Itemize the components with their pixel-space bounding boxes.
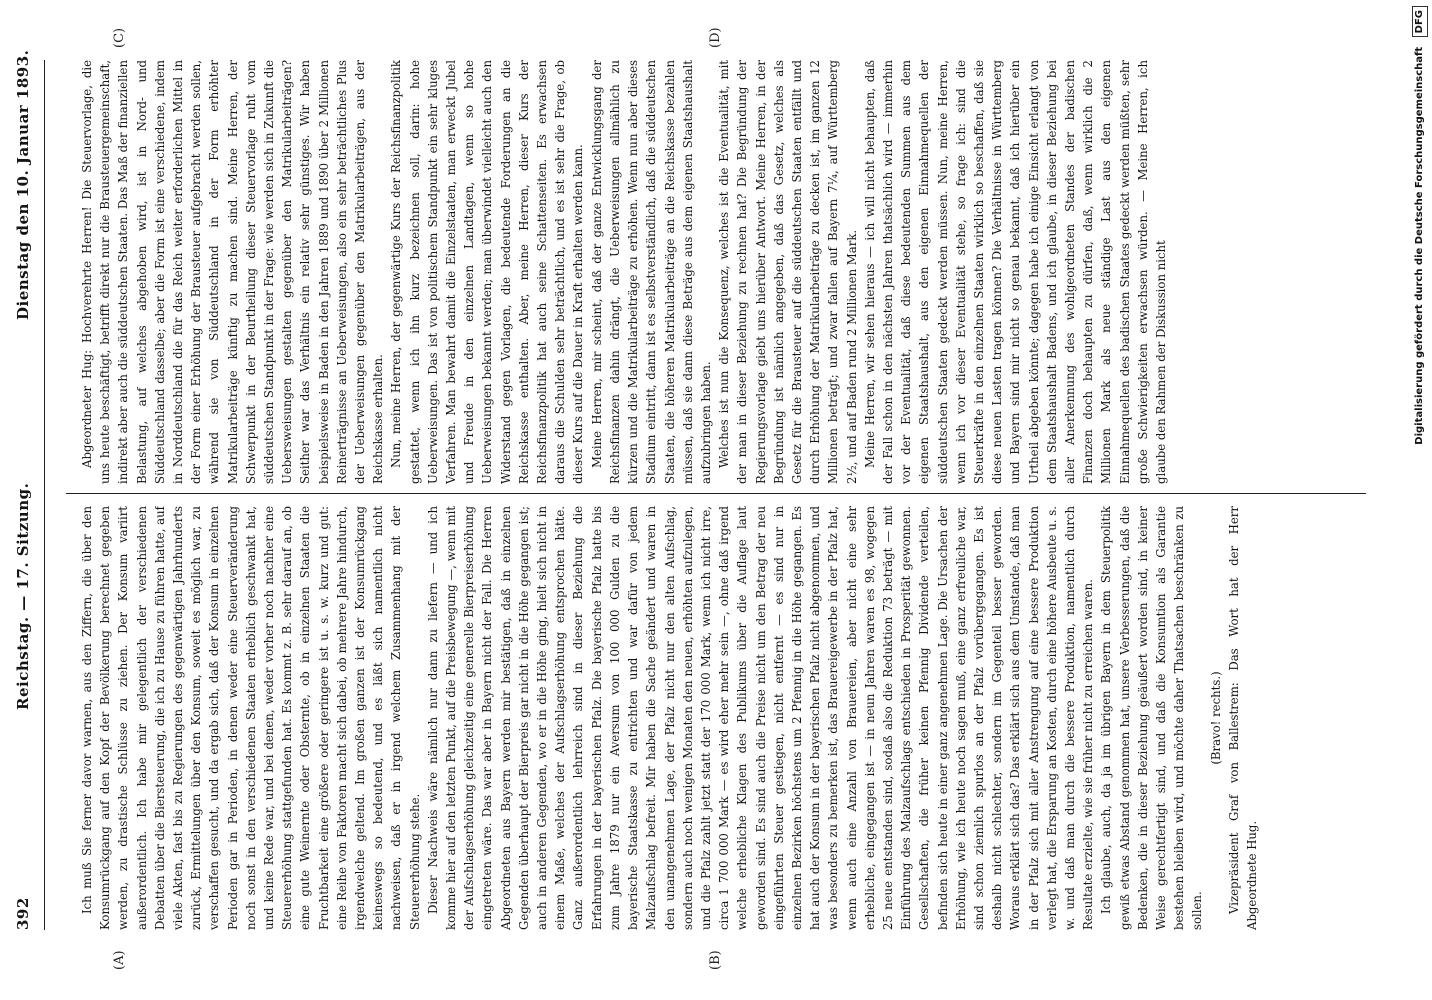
header-right: Dienstag den 10. Januar 1893. — [14, 49, 32, 320]
left-paragraph: Ich glaube, auch, da ja im übrigen Bayern in dem Steuerpolitik gewiß etwas Abstand genommen hat, unsere Verbesserungen, daß die Bedenken, die in dieser Beziehung geäußert worden sind, in keiner Weise gerechtfertigt sind, und daß die Konsumtion als Garantie bestehen bleiben wird, und möchte daher Thatsachen beschränken zu sollen. — [1099, 506, 1205, 930]
page-number: 392 — [14, 897, 32, 930]
dfg-logo: DFG — [1412, 6, 1428, 37]
left-paragraph: Dieser Nachweis wäre nämlich nur dann zu liefern — und ich komme hier auf den letzten Punkt, auf die Preisbewegung —, wenn mit der Aufschlagserhöhung gleichzeitig eine generelle Bierpreiserhöhung eingetreten wäre. Das war aber in Bayern nicht der Fall. Die Herren Abgeordneten aus Bayern werden mir bestätigen, daß in einzelnen Gegenden überhaupt der Bierpreis gar nicht in die Höhe gegangen ist; auch in anderen Gegenden, wo er in die Höhe ging, hielt sich nicht in einem Maße, welches der Aufschlagserhöhung entsprochen hätte. Ganz außerordentlich lehrreich sind in dieser Beziehung die Erfahrungen in der bayerischen Pfalz. Die bayerische Pfalz hatte bis zum Jahre 1879 nur ein Aversum von 100 000 Gulden zu die bayerische Staatskasse zu entrichten und war dafür von jedem Malzaufschlag befreit. Mir haben die Sache geändert und waren in den unangenehmen Lage, der Pfalz nicht nur den alten Aufschlag, sondern auch noch wenigen Monaten den neuen, erhöhten aufzulegen, und die Pfalz zahlt jetzt statt der 170 000 Mark, wenn ich nicht irre, circa 1 700 000 Mark — es wird eher mehr sein —, ohne daß irgend welche erhebliche Klagen des Publikums über die Auflage laut geworden sind. Es sind auch die Preise nicht um den Betrag der neu eingeführten Steuer gestiegen, nicht entfernt — es sind nur in einzelnen Bezirken höchstens um 2 Pfennig in die Höhe gegangen. Es hat auch der Konsum in der bayerischen Pfalz nicht abgenommen, und was besonders zu bemerken ist, das Brauereigewerbe in der Pfalz hat, wenn auch eine Anzahl von Brauereien, aber nicht eine sehr erhebliche, eingegangen ist — in neun Jahren waren es 98, wogegen 25 neue entstanden sind, sodaß also die Reduktion 73 beträgt — mit Einführung des Malzaufschlags entschieden in Prosperität gewonnen. Gesellschaften, die früher keinen Pfennig Dividende verteilen, befinden sich heute in einer ganz angenehmen Lage. Die Ursachen der Erhöhung, wie ich heute noch sagen muß, eine ganz erfreuliche war, sind schon ziemlich spurlos an der Pfalz vorübergegangen. Es ist deshalb nicht schlechter, sondern im Gegenteil besser geworden. Woraus erklärt sich das? Das erklärt sich aus dem Umstande, daß man in der Pfalz sich mit aller Anstrengung auf eine bessere Produktion verlegt hat, die Ersparung an Kosten, durch eine höhere Ausbeute u. s. w. und daß man durch die bessere Produktion, namentlich durch Resultate erzielte, wie sie früher nicht zu erreichen waren. — [425, 506, 1096, 930]
right-column — [78, 60, 1378, 484]
right-paragraph: Welches ist nun die Konsequenz, welches ist die Eventualität, mit der man in dieser Beziehung zu rechnen hat? Die Begründung der Regierungsvorlage giebt uns hierüber Antwort. Meine Herren, in der Begründung ist nämlich angegeben, daß das Gesetz, welches als Gesetz für die Brausteuer auf die süddeutschen Staaten entfällt und durch Erhöhung der Matrikularbeiträge zu decken ist, im ganzen 12 Millionen beträgt; und zwar fallen auf Bayern 7¼, auf Württemberg 2½, und auf Baden rund 2 Millionen Mark. — [717, 60, 859, 484]
header-left: Reichstag. — 17. Sitzung. — [14, 482, 32, 710]
column-divider — [66, 493, 1366, 494]
margin-letter-c: (C) — [112, 27, 127, 48]
dfg-credit-strip — [1408, 0, 1432, 1000]
left-column — [78, 506, 1378, 930]
right-paragraph: Meine Herren, wir sehen hieraus — ich will nicht behaupten, daß der Fall schon in den nächsten Jahren thatsächlich wird — immerhin vor der Eventualität, daß diese bedeutenden Summen aus dem eigenen Staatshaushalt, aus den eigenen Einnahmequellen der süddeutschen Staaten gedeckt werden müssen. Nun, meine Herren, wenn ich vor dieser Eventualität stehe, so frage ich: sind die Steuerkräfte in den einzelnen Staaten wirklich so beschaffen, daß sie diese neuen Lasten tragen können? Die Verhältnisse in Württemberg und Bayern sind mir nicht so genau bekannt, daß ich hierüber ein Urtheil abgeben könnte; dagegen habe ich einige Einsicht erlangt von dem Staatshaushalt Badens, und ich glaube, in dieser Beziehung bei aller Anerkennung des wohlgeordneten Standes der badischen Finanzen doch behaupten zu dürfen, daß, wenn wirklich die 2 Millionen Mark als neue ständige Last aus den eigenen Einnahmequellen des badischen Staates gedeckt werden müßten, sehr große Schwierigkeiten erwachsen würden. — Meine Herren, ich glaube den Rahmen der Diskussion nicht — [862, 60, 1168, 484]
margin-letter-b: (B) — [708, 950, 723, 970]
margin-letter-d: (D) — [708, 27, 723, 48]
margin-letter-a: (A) — [112, 950, 127, 970]
right-paragraph: Nun, meine Herren, der gegenwärtige Kurs der Reichsfinanzpolitik gestattet, wenn ich ihn kurz bezeichnen soll, darin: hohe Ueberweisungen. Das ist von politischem Standpunkt ein sehr kluges Verfahren. Man bewahrt damit die Einzelstaaten, man erweckt Jubel und Freude in den einzelnen Landtagen, wenn so hohe Ueberweisungen bekannt werden; man überwindet vielleicht auch den Widerstand gegen Vorlagen, die bedeutende Forderungen an die Reichskasse enthalten. Aber, meine Herren, dieser Kurs der Reichsfinanzpolitik hat auch seine Schattenseiten. Es erwachsen daraus die Schulden sehr beträchtlich, und es ist sehr die Frage, ob dieser Kurs auf die Dauer in Kraft erhalten werden kann. — [389, 60, 586, 484]
speaker-intro: Vizepräsident Graf von Ballestrem: Das Wort hat der Herr Abgeordnete Hug. — [1226, 506, 1259, 930]
right-paragraph: Meine Herren, mir scheint, daß der ganze Entwicklungsgang der Reichsfinanzen dahin drängt, die Ueberweisungen allmählich zu kürzen und die Matrikularbeiträge zu erhöhen. Wenn nun aber dieses Stadium eintritt, dann ist es selbstverständlich, daß die süddeutschen Staaten, die höheren Matrikularbeiträge an die Reichskasse bezahlen müssen, daß sie dann diese Beträge aus dem eigenen Staatshaushalt aufzubringen haben. — [589, 60, 713, 484]
dfg-credit — [1408, 0, 1432, 1000]
header-rule — [44, 60, 45, 930]
credit-text: Digitalisierung gefördert durch die Deutsche Forschungsgemeinschaft — [1414, 46, 1425, 445]
applause-note: (Bravo! rechts.) — [1208, 671, 1223, 765]
left-paragraph: Ich muß Sie ferner davor warnen, aus den Ziffern, die über den Konsumrückgang auf den Kopf der Bevölkerung berechnet gegeben werden, zu drastische Schlüsse zu ziehen. Der Konsum variirt außerordentlich. Ich habe mir gelegentlich der verschiedenen Debatten über die Biersteuerung, die ich zu Hause zu führen hatte, auf viele Akten, fast bis zu Regierungen des gegenwärtigen Jahrhunderts zurück, Ermittelungen über den Konsum, soweit es möglich war, zu verschaffen gesucht, und da ergab sich, daß der Konsum in einzelnen Perioden gar in Perioden, in denen weder eine Steuerveränderung noch sonst in den verschiedenen Staaten erheblich geschwankt hat, und keine Rede war, und bei denen, weder vorher noch nachher eine Steuererhöhung stattgefunden hat. Es kommt z. B. sehr darauf an, ob eine gute Weinernte oder Obsternte, ob in einzelnen Staaten die Fruchtbarkeit eine größere oder geringere ist u. s. w. kurz und gut: eine Reihe von Faktoren macht sich dabei, ob mehrere Jahre hindurch, irgendwelche geltend. Im großen ganzen ist der Konsumrückgang keineswegs so bedeutend, und es läßt sich namentlich nicht nachweisen, daß er in irgend welchem Zusammenhang mit der Steuererhöhung stehe. — [80, 506, 422, 930]
right-paragraph: Abgeordneter Hug: Hochverehrte Herren! Die Steuervorlage, die uns heute beschäftigt, betrifft direkt nur die Brausteuergemeinschaft, indirekt aber auch die süddeutschen Staaten. Das Maß der finanziellen Belastung, auf welches abgehoben wird, ist in Nord- und Süddeutschland dasselbe; aber die Form ist eine verschiedene, indem in Norddeutschland die für das Reich weiter erforderlichen Mittel in der Form einer Erhöhung der Brausteuer aufgebracht werden sollen, während sie von Süddeutschland in der Form erhöhter Matrikularbeiträge künftig zu machen sind. Meine Herren, der Schwerpunkt in der Beurtheilung dieser Steuervorlage ruht vom süddeutschen Standpunkt in der Frage: wie werden sich in Zukunft die Uebersweisungen gestalten gegenüber den Matrikularbeiträgen? Seither war das Verhältnis ein relativ sehr günstiges. Wir haben beispielsweise in Baden in den Jahren 1889 und 1890 über 2 Millionen Reinerträgnisse an Ueberweisungen, also ein sehr beträchtliches Plus der Ueberweisungen gegenüber den Matrikularbeiträgen, aus der Reichskasse erhalten. — [80, 60, 386, 484]
